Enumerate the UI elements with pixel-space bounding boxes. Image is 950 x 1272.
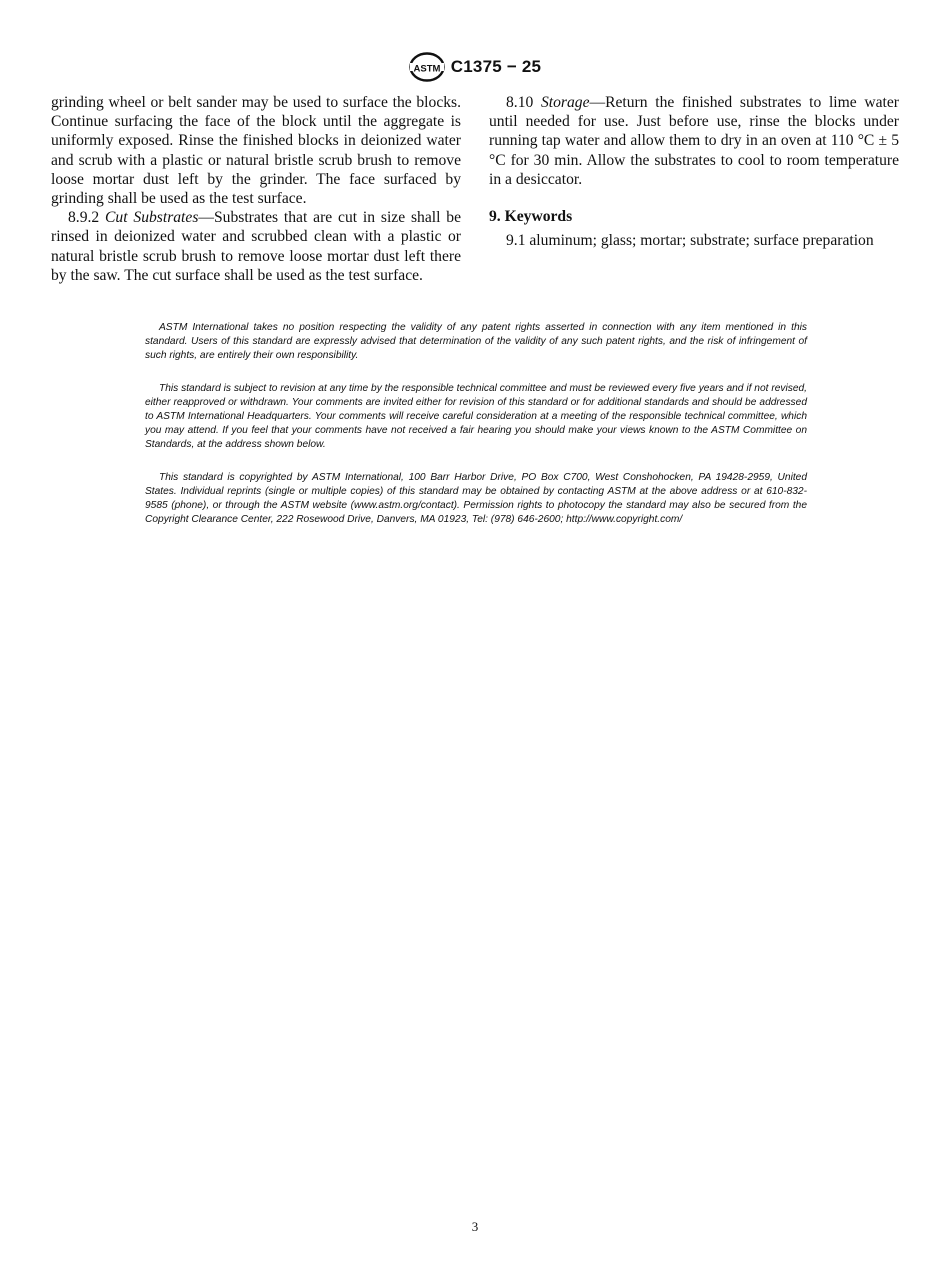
paragraph-text: —Substrates that are cut in size shall be rinsed in deionized water and scrubbed clean with a plastic or natural bristle scrub brush to remove loose mortar dust left there by the saw. The cut surface shall be used as the test surface. <box>51 209 461 284</box>
paragraph-8-9-1-continued: grinding wheel or belt sander may be used to surface the blocks. Continue surfacing the face of the block until the aggregate is uniformly exposed. Rinse the finished blocks in deionized water and scrub with a plastic or natural bristle scrub brush to remove loose mortar dust left by the grinder. The face surfaced by grinding shall be used as the test surface. <box>51 94 461 208</box>
paragraph-title: Storage <box>541 94 590 111</box>
copyright-notice: This standard is copyrighted by ASTM International, 100 Barr Harbor Drive, PO Box C700, West Conshohocken, PA 19428-2959, United States. Individual reprints (single or multiple copies) of this standard may be obtained by contacting ASTM at the above address or at 610-832-9585 (phone), or through the ASTM website (www.astm.org/contact). Permission rights to photocopy the standard may also be secured from the Copyright Clearance Center, 222 Rosewood Drive, Danvers, MA 01923, Tel: (978) 646-2600; http://www.copyright.com/ <box>145 472 807 525</box>
patent-notice: ASTM International takes no position respecting the validity of any patent rights asserted in connection with any item mentioned in this standard. Users of this standard are expressly advised that determination of the validity of any such patent rights, and the risk of infringement of such rights, are entirely their own responsibility. <box>145 322 807 361</box>
paragraph-text: —Return the finished substrates to lime water until needed for use. Just before use, rinse the blocks under running tap water and allow them to dry in an oven at 110 °C ± 5 °C for 30 min. Allow the substrates to cool to room temperature in a desiccator. <box>489 94 899 188</box>
standard-designation: C1375 − 25 <box>450 57 542 76</box>
left-column <box>51 93 461 285</box>
page-number: 3 <box>471 1219 479 1234</box>
page-header <box>0 52 950 82</box>
revision-notice: This standard is subject to revision at any time by the responsible technical committee and must be reviewed every five years and if not revised, either reapproved or withdrawn. Your comments are invited either for revision of this standard or for additional standards and should be addressed to ASTM International Headquarters. Your comments will receive careful consideration at a meeting of the responsible technical committee, which you may attend. If you feel that your comments have not received a fair hearing you should make your views known to the ASTM Committee on Standards, at the address shown below. <box>145 383 807 450</box>
paragraph-number: 8.10 <box>506 94 534 111</box>
paragraph-8-10 <box>489 93 899 189</box>
paragraph-9-1-keywords: 9.1 aluminum; glass; mortar; substrate; surface preparation <box>506 232 874 250</box>
legal-notices <box>145 321 807 546</box>
paragraph-number: 8.9.2 <box>68 209 100 227</box>
astm-logo-icon <box>409 52 445 82</box>
logo-text: ASTM <box>413 63 441 75</box>
paragraph-title: Cut Substrates <box>105 209 199 227</box>
right-column <box>489 93 899 250</box>
section-heading-keywords: 9. Keywords <box>489 208 573 226</box>
paragraph-8-9-2 <box>51 208 461 285</box>
